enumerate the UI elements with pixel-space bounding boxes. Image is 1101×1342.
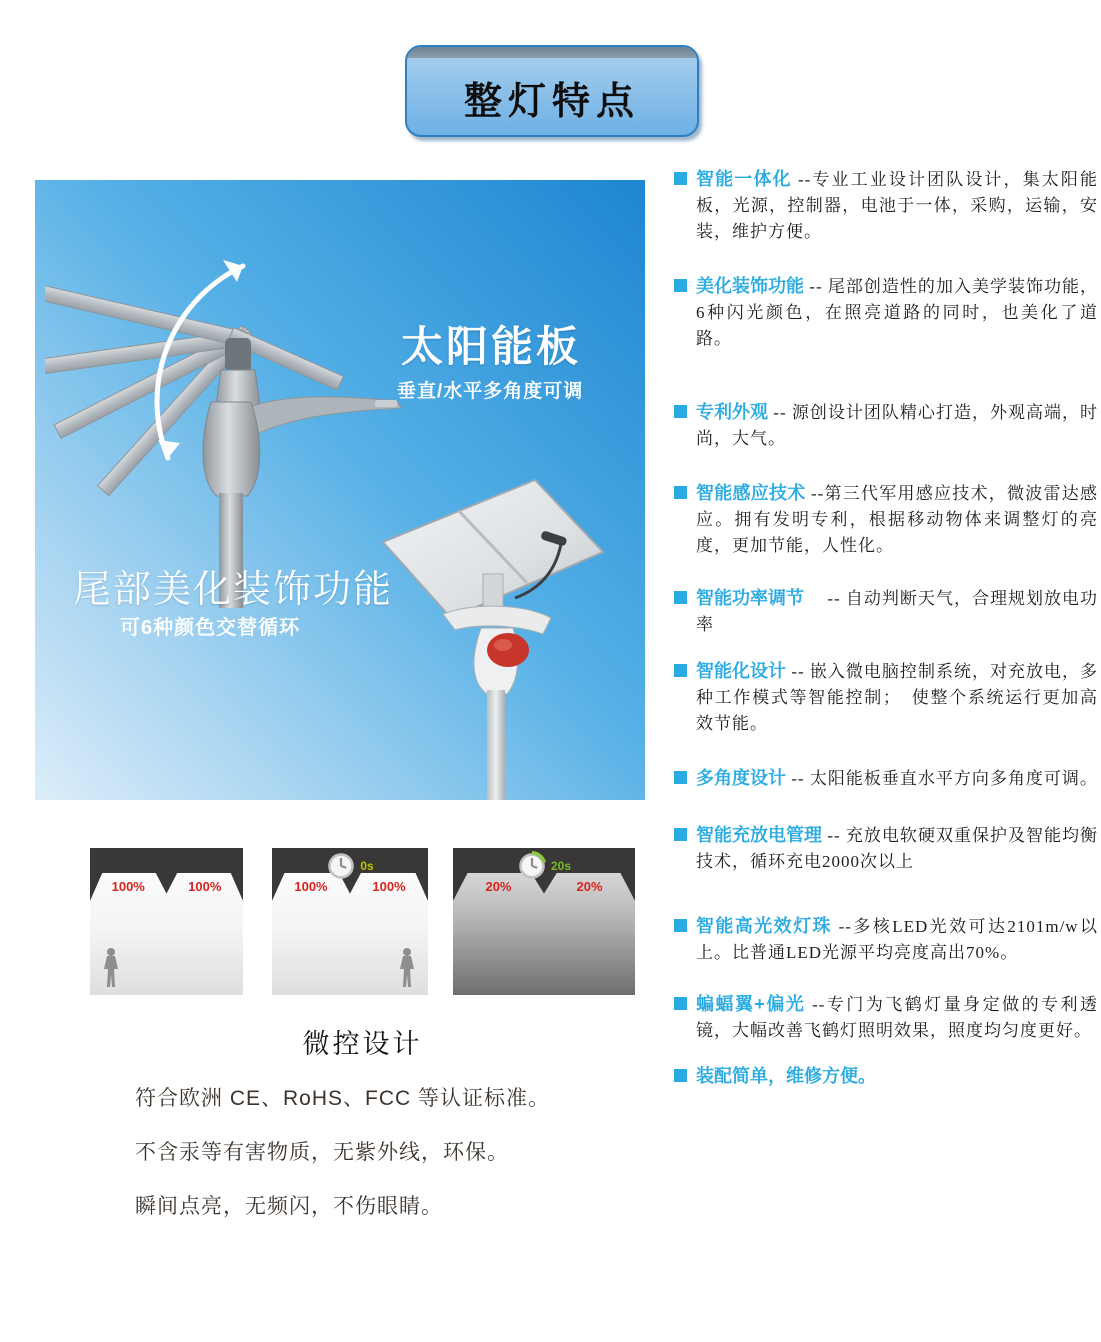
square-bullet-icon: [674, 997, 687, 1010]
feature-body: --专门为飞鹤灯量身定做的专利透镜，大幅改善飞鹤灯照明效果，照度均匀度更好。: [696, 995, 1099, 1040]
brightness-left: 100%: [111, 878, 145, 894]
brightness-left: 100%: [294, 878, 328, 894]
feature-title: 智能感应技术: [696, 483, 806, 503]
square-bullet-icon: [674, 279, 687, 292]
square-bullet-icon: [674, 919, 687, 932]
cert-line: 不含汞等有害物质，无紫外线，环保。: [135, 1141, 509, 1164]
brightness-right: 100%: [188, 878, 222, 894]
tail-decor-subtitle: 可6种颜色交替循环: [120, 617, 301, 639]
section-banner: [405, 45, 699, 137]
cert-line: 瞬间点亮，无频闪，不伤眼睛。: [135, 1195, 443, 1218]
feature-body: -- 太阳能板垂直水平方向多角度可调。: [791, 769, 1098, 788]
pedestrian-icon: [102, 947, 120, 989]
micro-panel-1: [90, 848, 243, 995]
timer-clock-icon: [326, 851, 356, 881]
square-bullet-icon: [674, 664, 687, 677]
feature-body: -- 源创设计团队精心打造，外观高端，时尚，大气。: [696, 403, 1099, 448]
pedestrian-icon: [398, 947, 416, 989]
feature-body: -- 尾部创造性的加入美学装饰功能，6种闪光颜色，在照亮道路的同时，也美化了道路。: [696, 277, 1099, 348]
feature-title: 智能充放电管理: [696, 825, 823, 845]
feature-list: [674, 166, 1098, 1118]
banner-title: 整灯特点: [463, 81, 640, 123]
tilted-panel-lamp-illustration: [365, 478, 645, 800]
square-bullet-icon: [674, 828, 687, 841]
certification-block: [135, 1072, 615, 1234]
micro-panel-3: [453, 848, 635, 995]
feature-item: [674, 166, 1098, 245]
cert-line: 符合欧洲 CE、RoHS、FCC 等认证标准。: [135, 1087, 551, 1110]
feature-title: 装配简单，维修方便。: [696, 1066, 876, 1086]
hero-image: [35, 180, 645, 800]
banner-top-edge: [407, 47, 697, 58]
timer-clock-icon: [517, 851, 547, 881]
feature-body: -- 自动判断天气，合理规划放电功率: [696, 589, 1099, 634]
feature-title: 美化装饰功能: [696, 276, 805, 296]
feature-title: 智能高光效灯珠: [696, 916, 832, 936]
feature-item: [674, 585, 1098, 638]
feature-title: 专利外观: [696, 402, 769, 422]
feature-title: 智能一体化: [696, 169, 792, 189]
feature-item: [674, 658, 1098, 737]
brightness-right: 20%: [576, 878, 603, 894]
solar-panel-subtitle: 垂直/水平多角度可调: [397, 381, 584, 402]
feature-item: [674, 822, 1098, 875]
feature-item: [674, 1063, 1098, 1090]
square-bullet-icon: [674, 172, 687, 185]
square-bullet-icon: [674, 591, 687, 604]
square-bullet-icon: [674, 486, 687, 499]
feature-body: -- 嵌入微电脑控制系统，对充放电，多种工作模式等智能控制； 使整个系统运行更加高效节能。: [696, 662, 1099, 733]
feature-title: 智能功率调节: [696, 588, 805, 608]
brightness-left: 20%: [485, 878, 512, 894]
feature-item: [674, 913, 1098, 966]
feature-body: --专业工业设计团队设计，集太阳能板，光源，控制器，电池于一体，采购，运输，安装，维护方便。: [696, 170, 1099, 241]
solar-panel-label: 太阳能板: [401, 325, 582, 371]
feature-item: [674, 480, 1098, 559]
feature-body: -- 充放电软硬双重保护及智能均衡技术，循环充电2000次以上: [696, 826, 1099, 871]
timer-value: 20s: [550, 859, 572, 873]
tail-decor-label: 尾部美化装饰功能: [73, 569, 394, 611]
brightness-right: 100%: [372, 878, 406, 894]
micro-panel-2: [272, 848, 428, 995]
square-bullet-icon: [674, 1069, 687, 1082]
feature-body: --第三代军用感应技术，微波雷达感应。拥有发明专利，根据移动物体来调整灯的亮度，更加节能，人性化。: [696, 484, 1099, 555]
feature-title: 智能化设计: [696, 661, 787, 681]
square-bullet-icon: [674, 771, 687, 784]
feature-item: [674, 273, 1098, 352]
timer-value: 0s: [360, 859, 374, 873]
feature-item: [674, 765, 1098, 792]
feature-title: 多角度设计: [696, 768, 786, 788]
feature-body: --多核LED光效可达2101m/w以上。比普通LED光源平均亮度高出70%。: [696, 917, 1099, 962]
square-bullet-icon: [674, 405, 687, 418]
feature-item: [674, 399, 1098, 452]
feature-item: [674, 991, 1098, 1044]
micro-control-caption: 微控设计: [302, 1029, 423, 1059]
feature-title: 蝙蝠翼+偏光: [696, 994, 806, 1014]
